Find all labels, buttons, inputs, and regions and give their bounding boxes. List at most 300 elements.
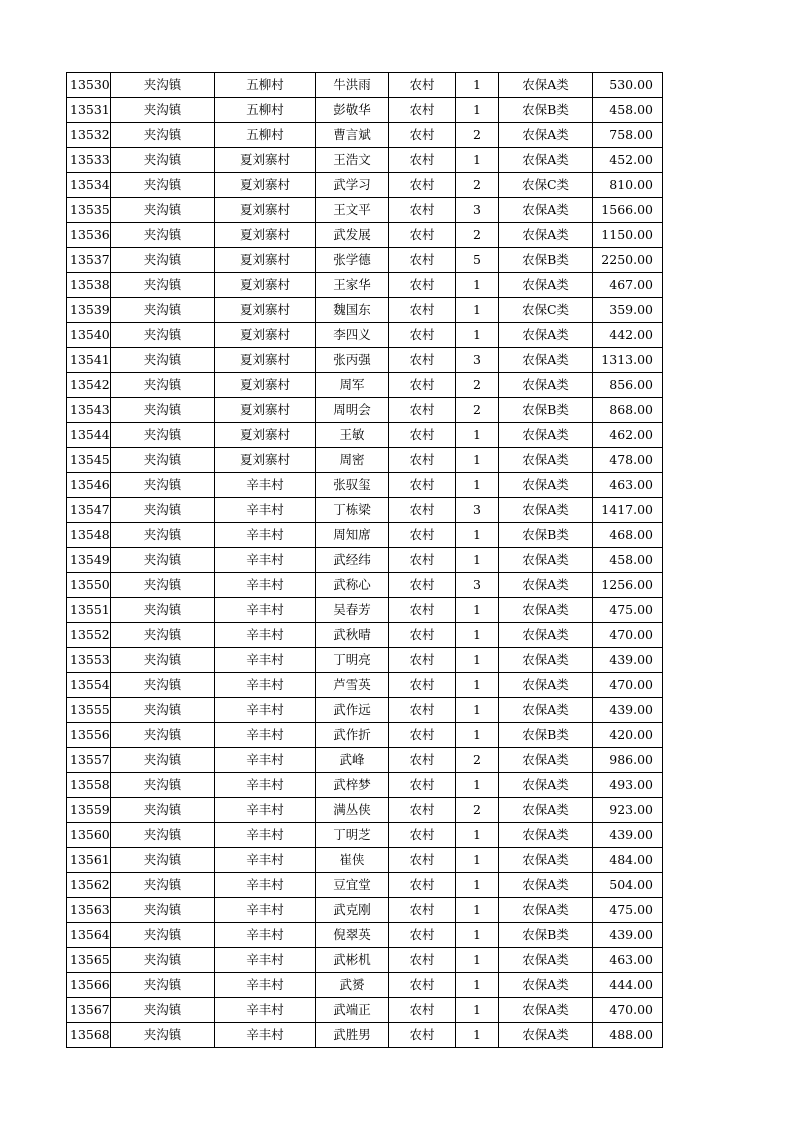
table-row — [67, 648, 663, 673]
category-cell: 农保A类 — [499, 198, 593, 223]
amount-cell: 452.00 — [593, 148, 663, 173]
table-row — [67, 73, 663, 98]
household-type-cell: 农村 — [389, 148, 456, 173]
record-id-cell: 13544 — [67, 423, 111, 448]
household-type-cell: 农村 — [389, 73, 456, 98]
village-cell: 辛丰村 — [215, 923, 316, 948]
town-cell: 夹沟镇 — [111, 673, 215, 698]
village-cell: 五柳村 — [215, 98, 316, 123]
amount-cell: 986.00 — [593, 748, 663, 773]
name-cell: 芦雪英 — [316, 673, 389, 698]
data-table — [66, 72, 663, 1048]
village-cell: 夏刘寨村 — [215, 148, 316, 173]
category-cell: 农保A类 — [499, 373, 593, 398]
category-cell: 农保A类 — [499, 73, 593, 98]
town-cell: 夹沟镇 — [111, 873, 215, 898]
household-type-cell: 农村 — [389, 973, 456, 998]
household-type-cell: 农村 — [389, 748, 456, 773]
category-cell: 农保B类 — [499, 248, 593, 273]
person-count-cell: 1 — [456, 548, 499, 573]
village-cell: 夏刘寨村 — [215, 323, 316, 348]
person-count-cell: 2 — [456, 123, 499, 148]
household-type-cell: 农村 — [389, 723, 456, 748]
household-type-cell: 农村 — [389, 998, 456, 1023]
table-row — [67, 523, 663, 548]
household-type-cell: 农村 — [389, 823, 456, 848]
town-cell: 夹沟镇 — [111, 698, 215, 723]
household-type-cell: 农村 — [389, 373, 456, 398]
village-cell: 辛丰村 — [215, 598, 316, 623]
village-cell: 辛丰村 — [215, 798, 316, 823]
category-cell: 农保B类 — [499, 723, 593, 748]
name-cell: 李四义 — [316, 323, 389, 348]
amount-cell: 484.00 — [593, 848, 663, 873]
amount-cell: 868.00 — [593, 398, 663, 423]
name-cell: 彭敬华 — [316, 98, 389, 123]
category-cell: 农保A类 — [499, 823, 593, 848]
table-row — [67, 98, 663, 123]
town-cell: 夹沟镇 — [111, 748, 215, 773]
name-cell: 满丛侠 — [316, 798, 389, 823]
category-cell: 农保A类 — [499, 848, 593, 873]
category-cell: 农保A类 — [499, 648, 593, 673]
table-row — [67, 298, 663, 323]
person-count-cell: 1 — [456, 848, 499, 873]
record-id-cell: 13546 — [67, 473, 111, 498]
name-cell: 武称心 — [316, 573, 389, 598]
household-type-cell: 农村 — [389, 873, 456, 898]
village-cell: 辛丰村 — [215, 473, 316, 498]
record-id-cell: 13563 — [67, 898, 111, 923]
person-count-cell: 1 — [456, 473, 499, 498]
person-count-cell: 1 — [456, 273, 499, 298]
table-row — [67, 123, 663, 148]
amount-cell: 1150.00 — [593, 223, 663, 248]
town-cell: 夹沟镇 — [111, 98, 215, 123]
person-count-cell: 1 — [456, 673, 499, 698]
record-id-cell: 13565 — [67, 948, 111, 973]
name-cell: 武秋晴 — [316, 623, 389, 648]
name-cell: 张学德 — [316, 248, 389, 273]
town-cell: 夹沟镇 — [111, 73, 215, 98]
household-type-cell: 农村 — [389, 898, 456, 923]
village-cell: 夏刘寨村 — [215, 448, 316, 473]
amount-cell: 1566.00 — [593, 198, 663, 223]
record-id-cell: 13554 — [67, 673, 111, 698]
household-type-cell: 农村 — [389, 473, 456, 498]
person-count-cell: 1 — [456, 1023, 499, 1048]
table-row — [67, 673, 663, 698]
name-cell: 张驭玺 — [316, 473, 389, 498]
table-row — [67, 373, 663, 398]
village-cell: 辛丰村 — [215, 898, 316, 923]
person-count-cell: 2 — [456, 398, 499, 423]
name-cell: 张丙强 — [316, 348, 389, 373]
village-cell: 辛丰村 — [215, 673, 316, 698]
amount-cell: 475.00 — [593, 598, 663, 623]
category-cell: 农保A类 — [499, 948, 593, 973]
table-row — [67, 998, 663, 1023]
town-cell: 夹沟镇 — [111, 723, 215, 748]
table-row — [67, 798, 663, 823]
town-cell: 夹沟镇 — [111, 348, 215, 373]
name-cell: 豆宜堂 — [316, 873, 389, 898]
table-row — [67, 498, 663, 523]
person-count-cell: 1 — [456, 298, 499, 323]
person-count-cell: 3 — [456, 498, 499, 523]
category-cell: 农保A类 — [499, 1023, 593, 1048]
category-cell: 农保A类 — [499, 973, 593, 998]
town-cell: 夹沟镇 — [111, 598, 215, 623]
table-row — [67, 923, 663, 948]
village-cell: 辛丰村 — [215, 973, 316, 998]
record-id-cell: 13553 — [67, 648, 111, 673]
person-count-cell: 1 — [456, 73, 499, 98]
household-type-cell: 农村 — [389, 298, 456, 323]
record-id-cell: 13531 — [67, 98, 111, 123]
town-cell: 夹沟镇 — [111, 1023, 215, 1048]
household-type-cell: 农村 — [389, 323, 456, 348]
household-type-cell: 农村 — [389, 98, 456, 123]
town-cell: 夹沟镇 — [111, 173, 215, 198]
village-cell: 辛丰村 — [215, 498, 316, 523]
table-row — [67, 823, 663, 848]
village-cell: 夏刘寨村 — [215, 423, 316, 448]
record-id-cell: 13545 — [67, 448, 111, 473]
amount-cell: 1313.00 — [593, 348, 663, 373]
village-cell: 辛丰村 — [215, 698, 316, 723]
record-id-cell: 13567 — [67, 998, 111, 1023]
record-id-cell: 13566 — [67, 973, 111, 998]
name-cell: 周知席 — [316, 523, 389, 548]
record-id-cell: 13543 — [67, 398, 111, 423]
household-type-cell: 农村 — [389, 123, 456, 148]
table-row — [67, 598, 663, 623]
record-id-cell: 13552 — [67, 623, 111, 648]
record-id-cell: 13568 — [67, 1023, 111, 1048]
amount-cell: 478.00 — [593, 448, 663, 473]
town-cell: 夹沟镇 — [111, 773, 215, 798]
record-id-cell: 13562 — [67, 873, 111, 898]
category-cell: 农保A类 — [499, 873, 593, 898]
village-cell: 辛丰村 — [215, 623, 316, 648]
household-type-cell: 农村 — [389, 248, 456, 273]
amount-cell: 439.00 — [593, 823, 663, 848]
village-cell: 夏刘寨村 — [215, 298, 316, 323]
person-count-cell: 1 — [456, 148, 499, 173]
household-type-cell: 农村 — [389, 348, 456, 373]
amount-cell: 458.00 — [593, 98, 663, 123]
name-cell: 武克刚 — [316, 898, 389, 923]
person-count-cell: 1 — [456, 923, 499, 948]
household-type-cell: 农村 — [389, 198, 456, 223]
person-count-cell: 1 — [456, 973, 499, 998]
name-cell: 牛洪雨 — [316, 73, 389, 98]
name-cell: 武发展 — [316, 223, 389, 248]
table-row — [67, 1023, 663, 1048]
category-cell: 农保A类 — [499, 423, 593, 448]
village-cell: 辛丰村 — [215, 648, 316, 673]
record-id-cell: 13541 — [67, 348, 111, 373]
record-id-cell: 13537 — [67, 248, 111, 273]
category-cell: 农保C类 — [499, 173, 593, 198]
town-cell: 夹沟镇 — [111, 823, 215, 848]
town-cell: 夹沟镇 — [111, 198, 215, 223]
amount-cell: 462.00 — [593, 423, 663, 448]
table-row — [67, 348, 663, 373]
amount-cell: 442.00 — [593, 323, 663, 348]
household-type-cell: 农村 — [389, 398, 456, 423]
table-row — [67, 723, 663, 748]
record-id-cell: 13534 — [67, 173, 111, 198]
village-cell: 辛丰村 — [215, 548, 316, 573]
amount-cell: 470.00 — [593, 623, 663, 648]
record-id-cell: 13561 — [67, 848, 111, 873]
household-type-cell: 农村 — [389, 848, 456, 873]
amount-cell: 468.00 — [593, 523, 663, 548]
town-cell: 夹沟镇 — [111, 923, 215, 948]
village-cell: 五柳村 — [215, 123, 316, 148]
person-count-cell: 1 — [456, 898, 499, 923]
name-cell: 丁栋梁 — [316, 498, 389, 523]
category-cell: 农保A类 — [499, 498, 593, 523]
amount-cell: 439.00 — [593, 648, 663, 673]
person-count-cell: 1 — [456, 598, 499, 623]
table-row — [67, 173, 663, 198]
village-cell: 夏刘寨村 — [215, 273, 316, 298]
record-id-cell: 13558 — [67, 773, 111, 798]
category-cell: 农保A类 — [499, 773, 593, 798]
person-count-cell: 1 — [456, 823, 499, 848]
table-row — [67, 198, 663, 223]
category-cell: 农保A类 — [499, 448, 593, 473]
name-cell: 武作折 — [316, 723, 389, 748]
household-type-cell: 农村 — [389, 223, 456, 248]
amount-cell: 463.00 — [593, 473, 663, 498]
village-cell: 辛丰村 — [215, 823, 316, 848]
person-count-cell: 1 — [456, 773, 499, 798]
household-type-cell: 农村 — [389, 448, 456, 473]
category-cell: 农保A类 — [499, 748, 593, 773]
amount-cell: 504.00 — [593, 873, 663, 898]
category-cell: 农保A类 — [499, 148, 593, 173]
table-row — [67, 698, 663, 723]
amount-cell: 810.00 — [593, 173, 663, 198]
town-cell: 夹沟镇 — [111, 948, 215, 973]
category-cell: 农保A类 — [499, 123, 593, 148]
village-cell: 辛丰村 — [215, 723, 316, 748]
person-count-cell: 1 — [456, 948, 499, 973]
category-cell: 农保A类 — [499, 273, 593, 298]
amount-cell: 2250.00 — [593, 248, 663, 273]
table-row — [67, 223, 663, 248]
name-cell: 王浩文 — [316, 148, 389, 173]
person-count-cell: 1 — [456, 698, 499, 723]
category-cell: 农保A类 — [499, 473, 593, 498]
category-cell: 农保C类 — [499, 298, 593, 323]
amount-cell: 458.00 — [593, 548, 663, 573]
town-cell: 夹沟镇 — [111, 373, 215, 398]
name-cell: 武梓梦 — [316, 773, 389, 798]
town-cell: 夹沟镇 — [111, 798, 215, 823]
name-cell: 武学习 — [316, 173, 389, 198]
town-cell: 夹沟镇 — [111, 998, 215, 1023]
record-id-cell: 13535 — [67, 198, 111, 223]
person-count-cell: 1 — [456, 623, 499, 648]
record-id-cell: 13557 — [67, 748, 111, 773]
amount-cell: 444.00 — [593, 973, 663, 998]
town-cell: 夹沟镇 — [111, 423, 215, 448]
record-id-cell: 13560 — [67, 823, 111, 848]
name-cell: 武端正 — [316, 998, 389, 1023]
village-cell: 辛丰村 — [215, 748, 316, 773]
person-count-cell: 3 — [456, 348, 499, 373]
table-row — [67, 398, 663, 423]
name-cell: 周密 — [316, 448, 389, 473]
category-cell: 农保A类 — [499, 223, 593, 248]
town-cell: 夹沟镇 — [111, 648, 215, 673]
person-count-cell: 1 — [456, 523, 499, 548]
table-row — [67, 473, 663, 498]
household-type-cell: 农村 — [389, 173, 456, 198]
village-cell: 辛丰村 — [215, 773, 316, 798]
table-row — [67, 323, 663, 348]
person-count-cell: 1 — [456, 873, 499, 898]
amount-cell: 493.00 — [593, 773, 663, 798]
person-count-cell: 1 — [456, 448, 499, 473]
village-cell: 夏刘寨村 — [215, 198, 316, 223]
amount-cell: 470.00 — [593, 998, 663, 1023]
amount-cell: 488.00 — [593, 1023, 663, 1048]
town-cell: 夹沟镇 — [111, 573, 215, 598]
person-count-cell: 1 — [456, 423, 499, 448]
household-type-cell: 农村 — [389, 273, 456, 298]
record-id-cell: 13547 — [67, 498, 111, 523]
name-cell: 武赟 — [316, 973, 389, 998]
table-row — [67, 148, 663, 173]
town-cell: 夹沟镇 — [111, 123, 215, 148]
amount-cell: 467.00 — [593, 273, 663, 298]
town-cell: 夹沟镇 — [111, 398, 215, 423]
amount-cell: 439.00 — [593, 698, 663, 723]
amount-cell: 475.00 — [593, 898, 663, 923]
record-id-cell: 13555 — [67, 698, 111, 723]
table-row — [67, 748, 663, 773]
record-id-cell: 13538 — [67, 273, 111, 298]
town-cell: 夹沟镇 — [111, 273, 215, 298]
table-row — [67, 573, 663, 598]
village-cell: 辛丰村 — [215, 948, 316, 973]
amount-cell: 923.00 — [593, 798, 663, 823]
category-cell: 农保A类 — [499, 548, 593, 573]
record-id-cell: 13549 — [67, 548, 111, 573]
name-cell: 倪翠英 — [316, 923, 389, 948]
name-cell: 丁明芝 — [316, 823, 389, 848]
person-count-cell: 2 — [456, 798, 499, 823]
town-cell: 夹沟镇 — [111, 898, 215, 923]
person-count-cell: 3 — [456, 573, 499, 598]
amount-cell: 463.00 — [593, 948, 663, 973]
table-row — [67, 948, 663, 973]
name-cell: 王敏 — [316, 423, 389, 448]
town-cell: 夹沟镇 — [111, 148, 215, 173]
household-type-cell: 农村 — [389, 498, 456, 523]
household-type-cell: 农村 — [389, 673, 456, 698]
name-cell: 武作远 — [316, 698, 389, 723]
household-type-cell: 农村 — [389, 1023, 456, 1048]
town-cell: 夹沟镇 — [111, 623, 215, 648]
table-row — [67, 623, 663, 648]
category-cell: 农保A类 — [499, 623, 593, 648]
person-count-cell: 3 — [456, 198, 499, 223]
category-cell: 农保A类 — [499, 598, 593, 623]
category-cell: 农保B类 — [499, 398, 593, 423]
name-cell: 王家华 — [316, 273, 389, 298]
village-cell: 夏刘寨村 — [215, 173, 316, 198]
table-row — [67, 273, 663, 298]
household-type-cell: 农村 — [389, 773, 456, 798]
village-cell: 辛丰村 — [215, 873, 316, 898]
household-type-cell: 农村 — [389, 598, 456, 623]
village-cell: 夏刘寨村 — [215, 248, 316, 273]
category-cell: 农保A类 — [499, 798, 593, 823]
category-cell: 农保A类 — [499, 323, 593, 348]
name-cell: 武彬机 — [316, 948, 389, 973]
name-cell: 曹言斌 — [316, 123, 389, 148]
table-row — [67, 873, 663, 898]
amount-cell: 1417.00 — [593, 498, 663, 523]
household-type-cell: 农村 — [389, 523, 456, 548]
person-count-cell: 2 — [456, 748, 499, 773]
category-cell: 农保A类 — [499, 348, 593, 373]
record-id-cell: 13548 — [67, 523, 111, 548]
name-cell: 魏国东 — [316, 298, 389, 323]
table-row — [67, 898, 663, 923]
amount-cell: 530.00 — [593, 73, 663, 98]
category-cell: 农保A类 — [499, 898, 593, 923]
household-type-cell: 农村 — [389, 948, 456, 973]
household-type-cell: 农村 — [389, 798, 456, 823]
table-body — [67, 73, 663, 1048]
town-cell: 夹沟镇 — [111, 323, 215, 348]
household-type-cell: 农村 — [389, 923, 456, 948]
household-type-cell: 农村 — [389, 548, 456, 573]
table-row — [67, 848, 663, 873]
town-cell: 夹沟镇 — [111, 448, 215, 473]
category-cell: 农保A类 — [499, 698, 593, 723]
village-cell: 辛丰村 — [215, 523, 316, 548]
amount-cell: 856.00 — [593, 373, 663, 398]
record-id-cell: 13530 — [67, 73, 111, 98]
person-count-cell: 1 — [456, 723, 499, 748]
record-id-cell: 13542 — [67, 373, 111, 398]
person-count-cell: 1 — [456, 323, 499, 348]
town-cell: 夹沟镇 — [111, 473, 215, 498]
record-id-cell: 13550 — [67, 573, 111, 598]
village-cell: 辛丰村 — [215, 848, 316, 873]
person-count-cell: 1 — [456, 648, 499, 673]
household-type-cell: 农村 — [389, 698, 456, 723]
person-count-cell: 2 — [456, 173, 499, 198]
name-cell: 崔侠 — [316, 848, 389, 873]
village-cell: 辛丰村 — [215, 1023, 316, 1048]
town-cell: 夹沟镇 — [111, 223, 215, 248]
record-id-cell: 13533 — [67, 148, 111, 173]
record-id-cell: 13559 — [67, 798, 111, 823]
record-id-cell: 13536 — [67, 223, 111, 248]
village-cell: 夏刘寨村 — [215, 373, 316, 398]
village-cell: 五柳村 — [215, 73, 316, 98]
